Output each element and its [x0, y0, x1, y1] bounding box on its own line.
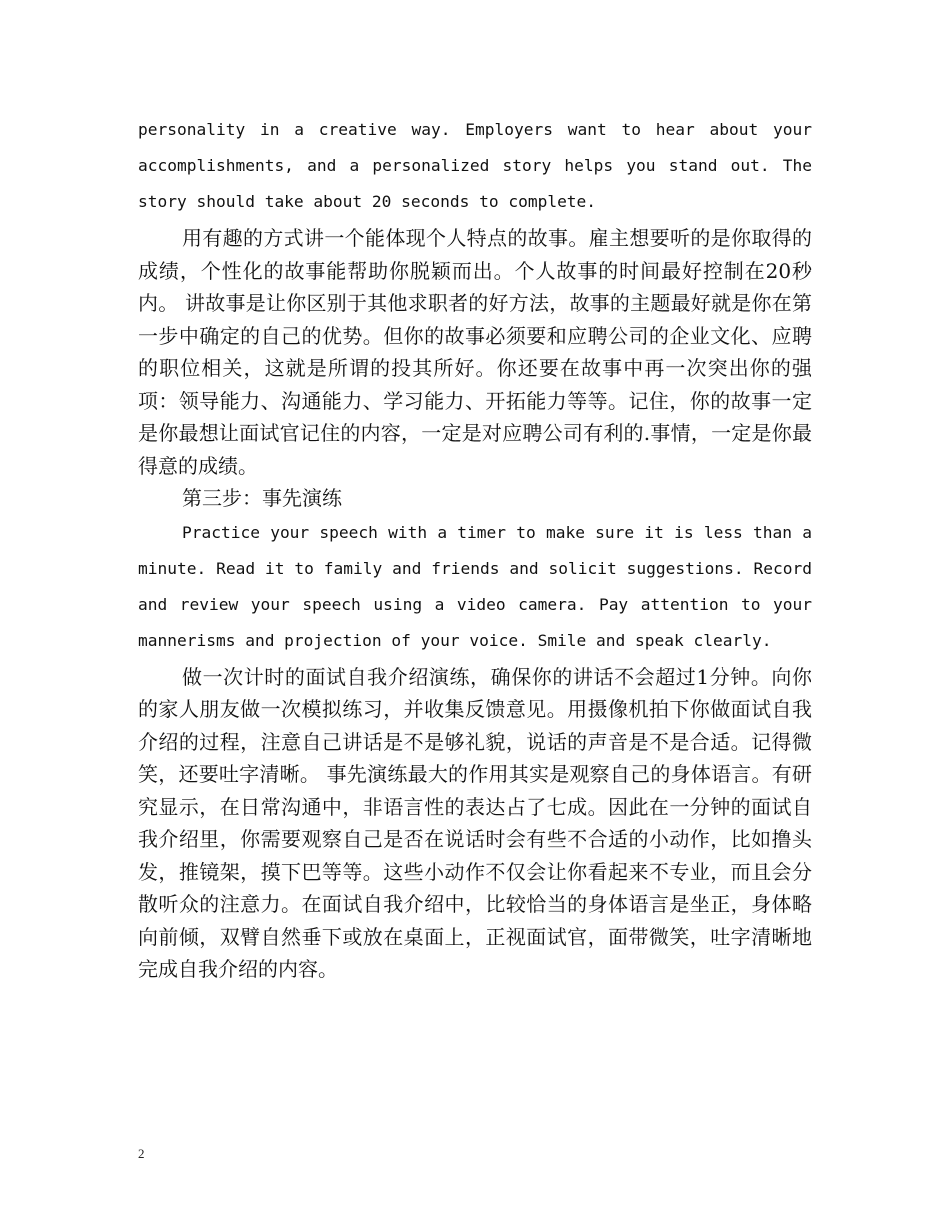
- paragraph-chinese-story: 用有趣的方式讲一个能体现个人特点的故事。雇主想要听的是你取得的成绩，个性化的故事能帮助你脱颖而出。个人故事的时间最好控制在20秒内。 讲故事是让你区别于其他求职者的好方法，故事的主题最好就是你在第一步中确定的自己的优势。但你的故事必须要和应聘公司的企业文化、应聘的职位相关，这就是所谓的投其所好。你还要在故事中再一次突出你的强项：领导能力、沟通能力、学习能力、开拓能力等等。记住，你的故事一定是你最想让面试官记住的内容，一定是对应聘公司有利的.事情，一定是你最得意的成绩。: [138, 226, 812, 478]
- paragraph-english-continuation: personality in a creative way. Employers want to hear about your accomplishments, and a personalized story helps you stand out. The story should take about 20 seconds to complete.: [138, 120, 812, 211]
- paragraph-chinese-practice: 做一次计时的面试自我介绍演练，确保你的讲话不会超过1分钟。向你的家人朋友做一次模拟练习，并收集反馈意见。用摄像机拍下你做面试自我介绍的过程，注意自己讲话是不是够礼貌，说话的声音是不是合适。记得微笑，还要吐字清晰。 事先演练最大的作用其实是观察自己的身体语言。有研究显示，在日常沟通中，非语言性的表达占了七成。因此在一分钟的面试自我介绍里，你需要观察自己是否在说话时会有些不合适的小动作，比如撸头发，推镜架，摸下巴等等。这些小动作不仅会让你看起来不专业，而且会分散听众的注意力。在面试自我介绍中，比较恰当的身体语言是坐正，身体略向前倾，双臂自然垂下或放在桌面上，正视面试官，面带微笑，吐字清晰地完成自我介绍的内容。: [138, 664, 812, 981]
- page-body: [138, 112, 812, 986]
- paragraph-english-practice: Practice your speech with a timer to make sure it is less than a minute. Read it to family and friends and solicit suggestions. Record and review your speech using a video camera. Pay attention to your mannerisms and projection of your voice. Smile and speak clearly.: [138, 522, 812, 650]
- page-number: 2: [138, 1146, 145, 1161]
- step-three-heading: 第三步：事先演练: [182, 486, 342, 510]
